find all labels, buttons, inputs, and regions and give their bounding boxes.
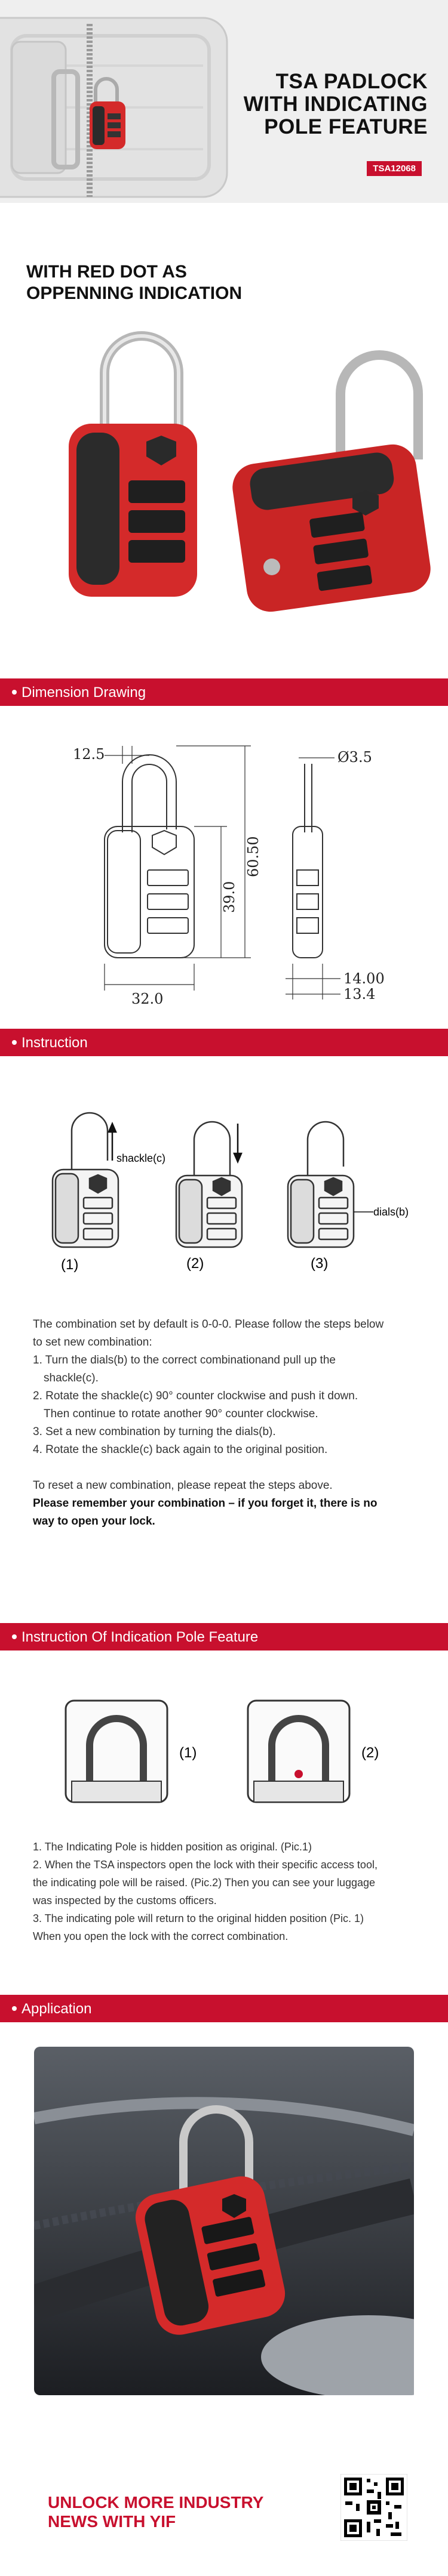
hero-title <box>225 70 428 138</box>
text-line: To reset a new combination, please repeat the steps above. <box>33 1479 333 1492</box>
section-title: Dimension Drawing <box>22 684 146 701</box>
text-line: The combination set by default is 0-0-0. Please follow the steps below <box>33 1318 384 1331</box>
qr-code-icon[interactable] <box>340 2474 407 2541</box>
feature-heading-line: OPPENNING INDICATION <box>26 283 243 303</box>
figure-caption: (1) <box>61 1257 79 1273</box>
figure-caption: (2) <box>186 1255 204 1272</box>
indication-text <box>33 1838 421 1945</box>
dim-total-height: 60.50 <box>245 836 262 877</box>
application-photo <box>34 2047 414 2395</box>
feature-heading <box>26 261 242 304</box>
text-line: to set new combination: <box>33 1336 152 1349</box>
text-line: was inspected by the customs officers. <box>33 1895 217 1906</box>
dim-depth-outer: 14.00 <box>343 970 385 987</box>
feature-heading-line: WITH RED DOT AS <box>26 262 187 282</box>
text-line: 3. Set a new combination by turning the dials(b). <box>33 1426 276 1438</box>
section-band-instruction <box>0 1029 448 1056</box>
text-line: shackle(c). <box>44 1372 99 1384</box>
warning-line: way to open your lock. <box>33 1515 155 1528</box>
footer-title <box>48 2493 263 2531</box>
instruction-figures <box>0 1095 448 1274</box>
section-title: Application <box>22 2001 92 2017</box>
text-line: the indicating pole will be raised. (Pic.2) Then you can see your luggage <box>33 1877 376 1889</box>
section-band-indication <box>0 1623 448 1651</box>
label-dials: dials(b) <box>373 1206 409 1218</box>
warning-line: Please remember your combination – if you forget it, there is no <box>33 1497 378 1510</box>
bullet-dot-icon <box>12 1634 17 1639</box>
figure-caption: (2) <box>361 1745 379 1761</box>
text-line: 2. When the TSA inspectors open the lock with their specific access tool, <box>33 1859 378 1871</box>
dim-shackle-diameter: Ø3.5 <box>337 749 372 766</box>
indication-figures <box>0 1698 448 1811</box>
dim-body-width: 32.0 <box>131 991 164 1007</box>
hero-title-line: POLE FEATURE <box>264 115 428 138</box>
dim-body-height: 39.0 <box>221 881 238 913</box>
bullet-dot-icon <box>12 2006 17 2011</box>
dim-shackle-width: 12.5 <box>73 746 105 763</box>
figure-caption: (1) <box>179 1745 197 1761</box>
section-title: Instruction <box>22 1035 88 1051</box>
text-line: 3. The indicating pole will return to the original hidden position (Pic. 1) <box>33 1912 364 1924</box>
hero-title-line: TSA PADLOCK <box>275 70 428 93</box>
bullet-dot-icon <box>12 1040 17 1045</box>
footer-title-line: NEWS WITH YIF <box>48 2512 176 2531</box>
text-line: 2. Rotate the shackle(c) 90° counter clockwise and push it down. <box>33 1390 358 1402</box>
text-line: 1. Turn the dials(b) to the correct combinationand pull up the <box>33 1354 336 1366</box>
instruction-text <box>33 1316 421 1531</box>
model-badge: TSA12068 <box>367 161 422 176</box>
dim-depth-inner: 13.4 <box>343 986 376 1002</box>
figure-caption: (3) <box>311 1255 329 1272</box>
hero-banner <box>0 0 448 203</box>
section-band-application <box>0 1995 448 2022</box>
footer-title-line: UNLOCK MORE INDUSTRY <box>48 2493 264 2512</box>
text-line: 4. Rotate the shackle(c) back again to the original position. <box>33 1443 328 1456</box>
text-line: When you open the lock with the correct combination. <box>33 1930 289 1942</box>
section-band-dimension <box>0 678 448 706</box>
section-title: Instruction Of Indication Pole Feature <box>22 1629 259 1645</box>
red-indicator-dot <box>294 1770 303 1778</box>
text-line: Then continue to rotate another 90° counter clockwise. <box>44 1408 318 1420</box>
text-line: 1. The Indicating Pole is hidden position as original. (Pic.1) <box>33 1841 312 1853</box>
bullet-dot-icon <box>12 690 17 695</box>
hero-title-line: WITH INDICATING <box>243 92 428 116</box>
lock-product-photo <box>0 316 448 627</box>
label-shackle: shackle(c) <box>116 1152 166 1164</box>
dimension-drawing <box>0 734 448 1008</box>
